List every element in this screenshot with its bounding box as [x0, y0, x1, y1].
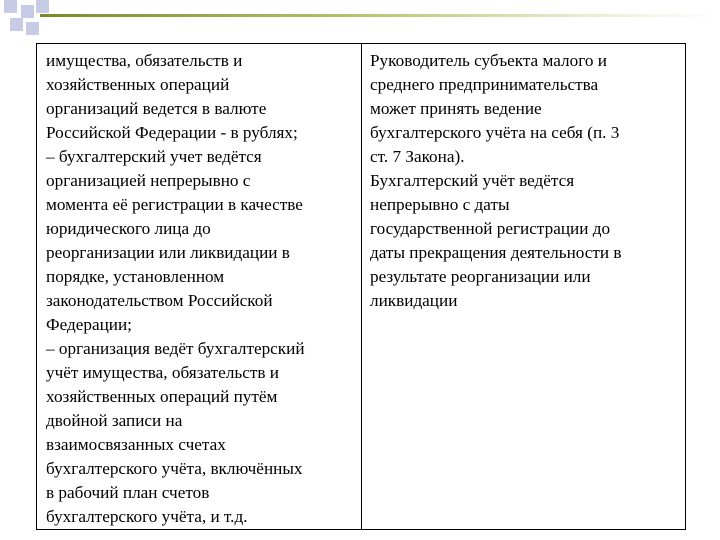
- decor-square: [21, 5, 34, 18]
- decorative-squares: [0, 0, 60, 44]
- title-accent-line: [40, 14, 720, 17]
- decor-square: [10, 18, 23, 31]
- decor-square: [26, 22, 39, 35]
- content-table: [36, 43, 686, 530]
- decor-square: [36, 0, 49, 13]
- table-cell-right: Руководитель субъекта малого и среднего предпринимательства может принять ведение бухгалтерского учёта на себя (п. 3 ст. 7 Закона). Бухгалтерский учёт ведётся непрерывно с даты государственной регистрации до даты прекращения деятельности в результате реорганизации или ликвидации: [370, 51, 622, 310]
- decor-square: [4, 0, 17, 13]
- table-cell-left: имущества, обязательств и хозяйственных операций организаций ведется в валюте Российской Федерации - в рублях; – бухгалтерский учет ведётся организацией непрерывно с момента её регистрации в качестве юридического лица до реорганизации или ликвидации в порядке, установленном законодательством Российской Федерации; – организация ведёт бухгалтерский учёт имущества, обязательств и хозяйственных операций путём двойной записи на взаимосвязанных счетах бухгалтерского учёта, включённых в рабочий план счетов бухгалтерского учёта, и т.д.: [37, 44, 362, 529]
